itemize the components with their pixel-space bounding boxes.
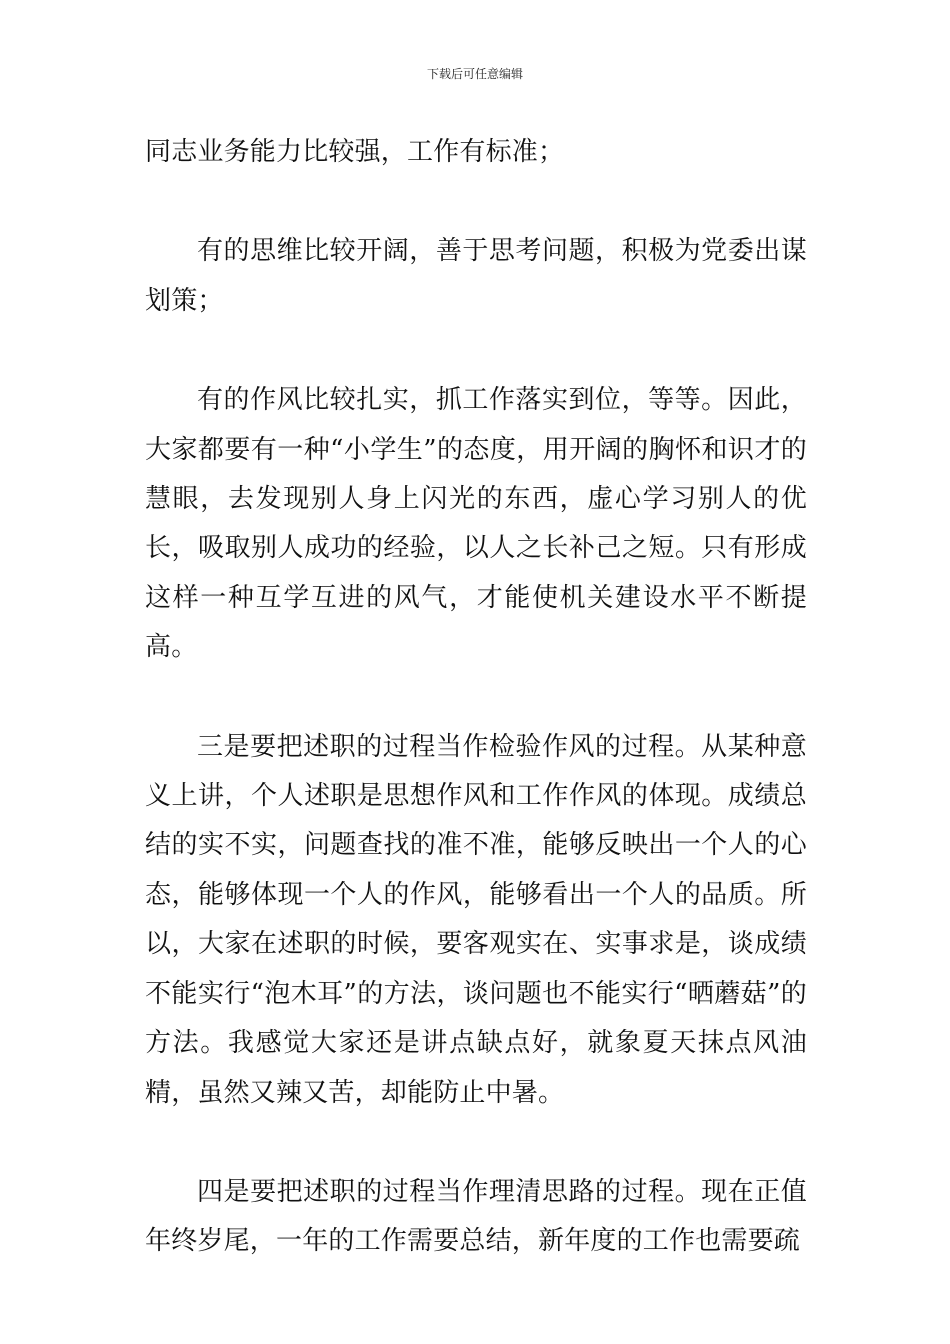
- document-body: [145, 128, 807, 1267]
- paragraph-5: 四是要把述职的过程当作理清思路的过程。现在正值年终岁尾，一年的工作需要总结，新年度的工作也需要疏: [145, 1176, 807, 1257]
- paragraph-3: 有的作风比较扎实，抓工作落实到位，等等。因此，大家都要有一种“小学生”的态度，用开阔的胸怀和识才的慧眼，去发现别人身上闪光的东西，虚心学习别人的优长，吸取别人成功的经验，以人之长补己之短。只有形成这样一种互学互进的风气，才能使机关建设水平不断提高。: [145, 385, 807, 663]
- paragraph-1: 同志业务能力比较强，工作有标准；: [145, 137, 565, 167]
- page-header: 下载后可任意编辑: [426, 67, 523, 81]
- paragraph-4: 三是要把述职的过程当作检验作风的过程。从某种意义上讲，个人述职是思想作风和工作作风的体现。成绩总结的实不实，问题查找的准不准，能够反映出一个人的心态，能够体现一个人的作风，能够看出一个人的品质。所以，大家在述职的时候，要客观实在、实事求是，谈成绩不能实行“泡木耳”的方法，谈问题也不能实行“晒蘑菇”的方法。我感觉大家还是讲点缺点好，就象夏天抹点风油精，虽然又辣又苦，却能防止中暑。: [145, 731, 807, 1108]
- paragraph-2: 有的思维比较开阔，善于思考问题，积极为党委出谋划策；: [145, 236, 807, 316]
